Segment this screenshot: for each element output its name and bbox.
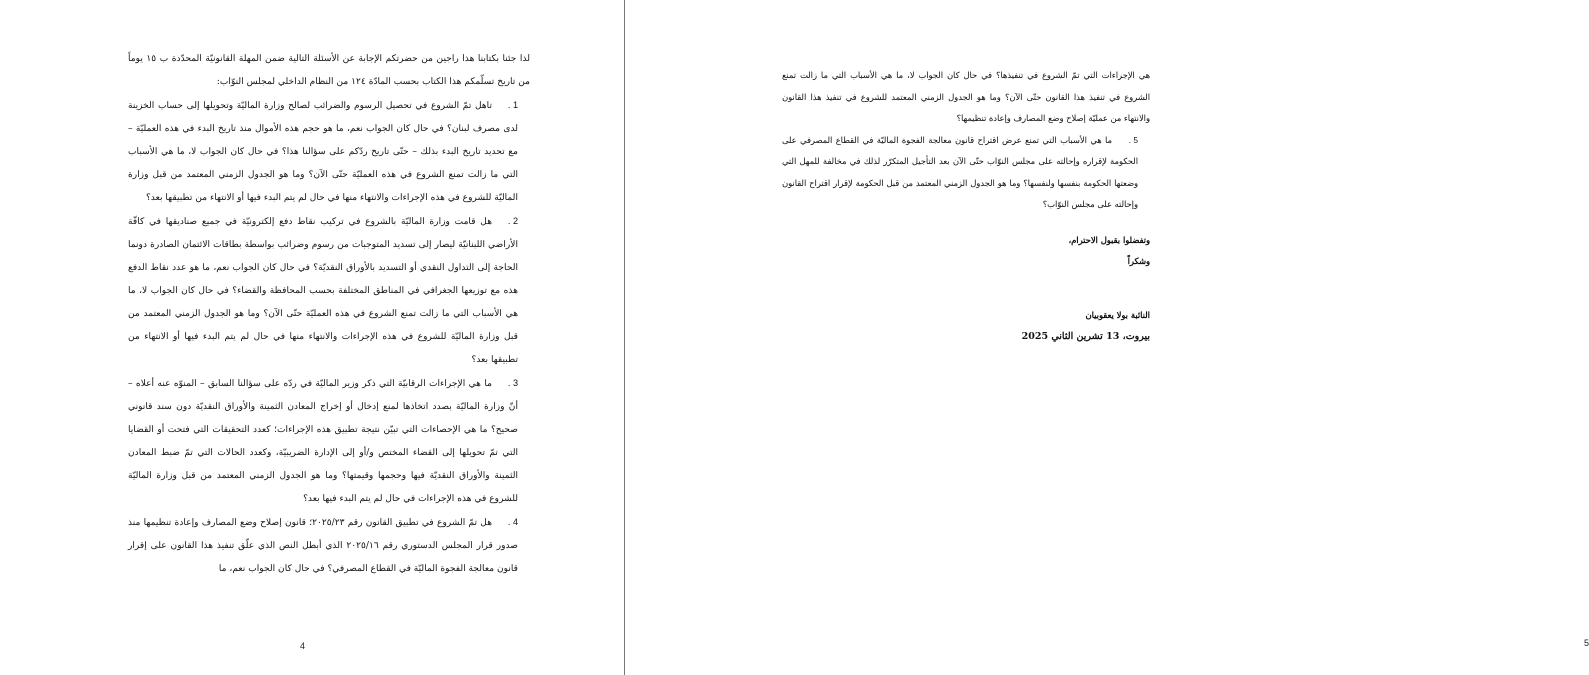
question-text: هل قامت وزارة الماليّة بالشروع في تركيب نقاط دفع إلكترونيّة في جميع صناديقها في كافّة الأراضي اللبنانيّة ليصار إلى تسديد المتوجبات من رسوم وضرائب بواسطة بطاقات الائتمان الصادرة دونما الحاجة إلى التداول النقدي أو التسديد بالأوراق النقديّة؟ في حال كان الجواب نعم، ما هو عدد نقاط الدفع هذه مع توزيعها الجغرافي في المناطق المختلفة بحسب المحافظة والقضاء؟ في حال كان الجواب لا، ما هي الأسباب التي ما زالت تمنع الشروع في هذه العمليّة حتّى الآن؟ وما هو الجدول الزمني المعتمد من قبل وزارة الماليّة للشروع في هذه الإجراءات والانتهاء منها في حال لم يتم البدء فيها أو الانتهاء من تطبيقها بعد؟ [128, 217, 518, 365]
question-2 [128, 210, 518, 372]
question-text: ما هي الأسباب التي تمنع عرض اقتراح قانون معالجة الفجوة الماليّة في القطاع المصرفي على الحكومة لإقراره وإحالته على مجلس النوّاب حتّى الآن بعد التأجيل المتكرّر لذلك في مخالفة للمهل التي وضعتها الحكومة بنفسها ولنفسها؟ وما هو الجدول الزمني المعتمد من قبل الحكومة لإقرار اقتراح القانون وإحالته على مجلس النوّاب؟ [782, 134, 1138, 209]
question-number: 4 . [507, 517, 518, 527]
signature-name: النائبة بولا يعقوبيان [1085, 309, 1150, 320]
question-number: 3 . [507, 378, 518, 388]
page-5 [626, 0, 1589, 675]
thanks-line: وشكراً [1127, 256, 1150, 266]
signature-date: بيروت، 13 تشرين الثاني 2025 [1021, 331, 1150, 342]
question-1 [128, 94, 518, 210]
question-5 [782, 130, 1138, 216]
question-text: ما هي الإجراءات الرقابيّة التي ذكر وزير الماليّة في ردّه على سؤالنا السابق – المنوّه عنه أعلاه – أنّ وزارة الماليّة بصدد اتخاذها لمنع إدخال أو إخراج المعادن الثمينة والأوراق النقديّة دون سند قانوني صحيح؟ ما هي الإحصاءات التي تبيّن نتيجة تطبيق هذه الإجراءات؛ كعدد التحقيقات التي فتحت أو القضايا التي تمّ تحويلها إلى القضاء المختص و/أو إلى الإدارة الضريبيّة، وكعدد الحالات التي تمّ ضبط المعادن الثمينة والأوراق النقديّة فيها وحجمها وقيمتها؟ وما هو الجدول الزمني المعتمد من قبل وزارة الماليّة للشروع في هذه الإجراءات في حال لم يتم البدء فيها بعد؟ [128, 379, 518, 504]
page-number: 5 [1584, 638, 1589, 648]
question-4 [128, 511, 518, 581]
question-number: 2 . [507, 216, 518, 226]
closing-line: وتفضلوا بقبول الاحترام، [1068, 234, 1150, 245]
page-4 [0, 0, 624, 675]
page-divider [624, 0, 625, 675]
question-3 [128, 372, 518, 511]
question-4-continuation: هي الإجراءات التي تمّ الشروع في تنفيذها؟ في حال كان الجواب لا، ما هي الأسباب التي ما زالت تمنع الشروع في تنفيذ هذا القانون حتّى الآن؟ وما هو الجدول الزمني المعتمد للشروع في تنفيذ هذا القانون والانتهاء من عمليّة إصلاح وضع المصارف وإعادة تنظيمها؟ [782, 70, 1150, 123]
question-number: 5 . [1128, 134, 1138, 145]
intro-paragraph: لذا جئنا بكتابنا هذا راجين من حضرتكم الإجابة عن الأسئلة التالية ضمن المهلة القانونيّة المحدّدة ب ١٥ يوماً من تاريخ تسلّمكم هذا الكتاب بحسب المادّة ١٢٤ من النظام الداخلي لمجلس النوّاب: [128, 54, 530, 87]
page-5-text [782, 65, 1150, 348]
question-text: تاهل تمّ الشروع في تحصيل الرسوم والضرائب لصالح وزارة الماليّة وتحويلها إلى حساب الخزينة لدى مصرف لبنان؟ في حال كان الجواب نعم، ما هو حجم هذه الأموال منذ تاريخ البدء في هذه العمليّة – مع تحديد تاريخ البدء بذلك – حتّى تاريخ ردّكم على سؤالنا هذا؟ في حال كان الجواب لا، ما هي الأسباب التي ما زالت تمنع الشروع في هذه العمليّة حتّى الآن؟ وما هو الجدول الزمني المعتمد من قبل وزارة الماليّة للشروع في هذه الإجراءات والانتهاء منها في حال لم يتم البدء فيها أو الانتهاء من تطبيقها بعد؟ [128, 101, 518, 203]
page-number: 4 [300, 641, 306, 651]
page-4-text [128, 48, 530, 581]
question-number: 1 . [507, 100, 518, 110]
question-text: هل تمّ الشروع في تطبيق القانون رقم ٢٠٢٥/٢٣؛ قانون إصلاح وضع المصارف وإعادة تنظيمها منذ صدور قرار المجلس الدستوري رقم ٢٠٢٥/١٦ الذي أبطل النص الذي علّق تنفيذ هذا القانون على إقرار قانون معالجة الفجوة الماليّة في القطاع المصرفي؟ في حال كان الجواب نعم، ما [128, 518, 518, 574]
